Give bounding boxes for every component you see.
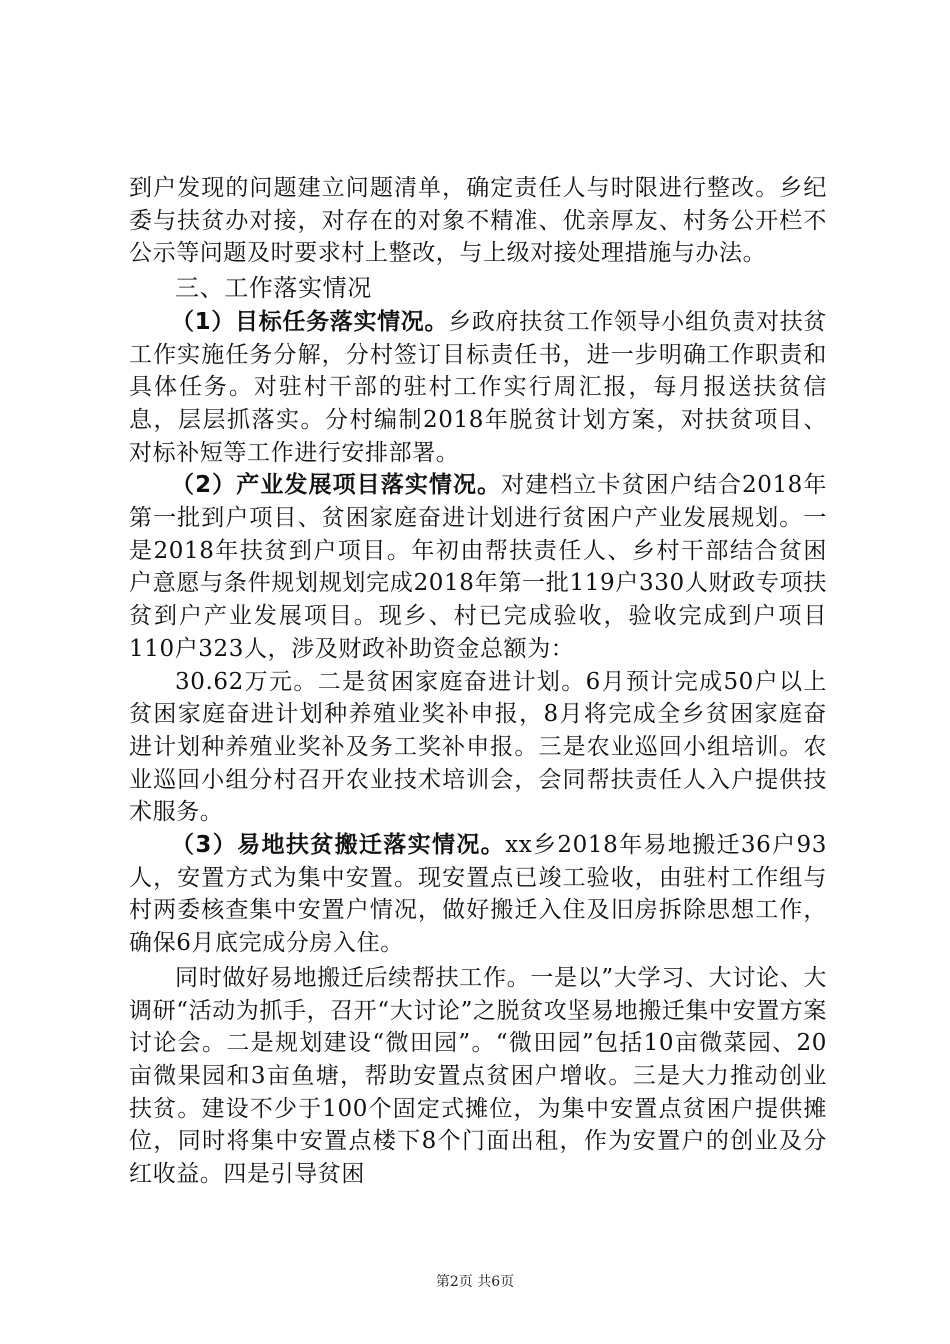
item1-paragraph [129, 306, 827, 470]
item3-heading: （3）易地扶贫搬迁落实情况。 [171, 832, 506, 859]
item2-paragraph [129, 469, 827, 665]
followup-paragraph: 同时做好易地搬迁后续帮扶工作。一是以”大学习、大讨论、大调研“活动为抓手，召开“大讨论”之脱贫攻坚易地搬迁集中安置方案讨论会。二是规划建设“微田园”。“微田园”包括10亩微菜园、20亩微果园和3亩鱼塘，帮助安置点贫困户增收。三是大力推动创业扶贫。建设不少于100个固定式摊位，为集中安置点贫困户提供摊位，同时将集中安置点楼下8个门面出租，作为安置户的创业及分红收益。四是引导贫困 [129, 964, 827, 1188]
paragraph-continued: 到户发现的问题建立问题清单，确定责任人与时限进行整改。乡纪委与扶贫办对接，对存在的对象不精准、优亲厚友、村务公开栏不公示等问题及时要求村上整改，与上级对接处理措施与办法。 [129, 175, 827, 267]
item1-body: 乡政府扶贫工作领导小组负责对扶贫工作实施任务分解，分村签订目标责任书，进一步明确工作职责和具体任务。对驻村干部的驻村工作实行周汇报，每月报送扶贫信息，层层抓落实。分村编制2018年脱贫计划方案，对扶贫项目、对标补短等工作进行安排部署。 [129, 308, 827, 466]
item2-continued-paragraph: 30.62万元。二是贫困家庭奋进计划。6月预计完成50户以上贫困家庭奋进计划种养殖业奖补申报，8月将完成全乡贫困家庭奋进计划种养殖业奖补及务工奖补申报。三是农业巡回小组培训。农业巡回小组分村召开农业技术培训会，会同帮扶责任人入户提供技术服务。 [129, 668, 827, 826]
page-number-footer: 第2页 共6页 [435, 1274, 515, 1290]
item1-heading: （1）目标任务落实情况。 [171, 308, 449, 335]
section-heading-paragraph [129, 272, 827, 306]
item3-paragraph [129, 829, 827, 960]
section-heading: 三、工作落实情况 [175, 274, 372, 303]
document-body [129, 172, 827, 1191]
item2-body: 对建档立卡贫困户结合2018年第一批到户项目、贫困家庭奋进计划进行贫困户产业发展规划。一是2018年扶贫到户项目。年初由帮扶责任人、乡村干部结合贫困户意愿与条件规划规划完成2018年第一批119户330人财政专项扶贫到户产业发展项目。现乡、村已完成验收，验收完成到户项目110户323人，涉及财政补助资金总额为： [129, 472, 827, 662]
item2-heading: （2）产业发展项目落实情况。 [171, 472, 502, 499]
item3-body: xx乡2018年易地搬迁36户93人，安置方式为集中安置。现安置点已竣工验收，由驻村工作组与村两委核查集中安置户情况，做好搬迁入住及旧房拆除思想工作，确保6月底完成分房入住。 [129, 832, 827, 957]
